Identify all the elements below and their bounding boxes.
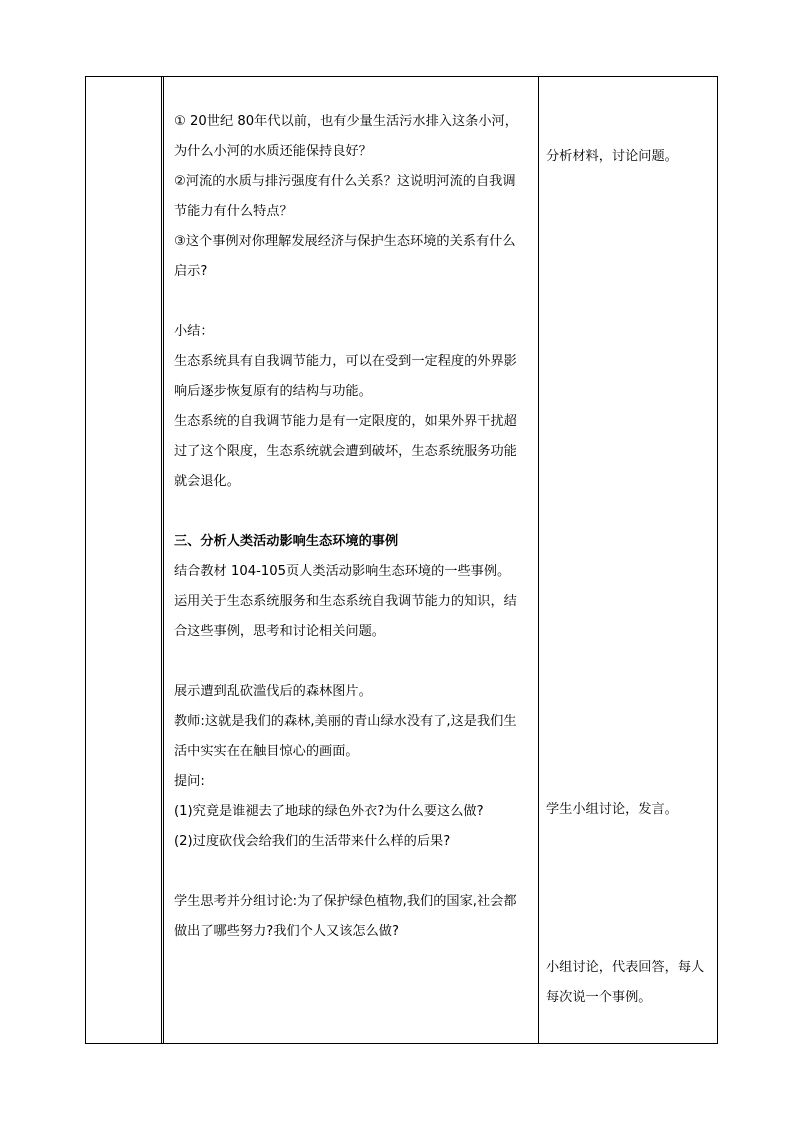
question-1-line: 为什么小河的水质还能保持良好？ <box>174 144 372 159</box>
column-divider <box>161 77 162 1043</box>
ask-label: 提问: <box>174 774 205 789</box>
question-2-line: 节能力有什么特点？ <box>174 204 293 219</box>
question-3-line: ③这个事例对你理解发展经济与保护生态环境的关系有什么 <box>174 234 516 249</box>
column-divider <box>538 77 539 1043</box>
column-divider <box>163 77 164 1043</box>
summary-text: 生态系统具有自我调节能力，可以在受到一定程度的外界影 <box>174 354 517 369</box>
section-heading: 三、分析人类活动影响生态环境的事例 <box>174 534 399 549</box>
paragraph: 活中实实在在触目惊心的画面。 <box>174 744 359 759</box>
question-2-line: ②河流的水质与排污强度有什么关系？这说明河流的自我调 <box>174 174 516 189</box>
paragraph: 学生思考并分组讨论:为了保护绿色植物,我们的国家,社会都 <box>174 894 517 909</box>
summary-text: 过了这个限度，生态系统就会遭到破坏，生态系统服务功能 <box>174 444 517 459</box>
paragraph: 运用关于生态系统服务和生态系统自我调节能力的知识，结 <box>174 594 517 609</box>
question-3-line: 启示? <box>174 264 208 279</box>
lesson-table <box>85 76 718 1044</box>
paragraph: 做出了哪些努力?我们个人又该怎么做? <box>174 924 399 939</box>
ask-question: (1)究竟是谁褪去了地球的绿色外衣?为什么要这么做? <box>174 804 484 819</box>
summary-text: 就会退化。 <box>174 474 240 489</box>
summary-label: 小结： <box>174 324 214 339</box>
student-activity: 每次说一个事例。 <box>546 990 652 1005</box>
teacher-activity-cell <box>174 107 534 947</box>
paragraph: 合这些事例，思考和讨论相关问题。 <box>174 624 385 639</box>
paragraph: 教师:这就是我们的森林,美丽的青山绿水没有了,这是我们生 <box>174 714 517 729</box>
ask-question: (2)过度砍伐会给我们的生活带来什么样的后果? <box>174 834 451 849</box>
student-activity: 分析材料，讨论问题。 <box>546 149 678 164</box>
summary-text: 生态系统的自我调节能力是有一定限度的，如果外界干扰超 <box>174 414 517 429</box>
student-activity: 学生小组讨论，发言。 <box>546 802 678 817</box>
paragraph: 展示遭到乱砍滥伐后的森林图片。 <box>174 684 372 699</box>
student-activity: 小组讨论，代表回答，每人 <box>546 960 705 975</box>
question-1-line: ① 20世纪 80年代以前，也有少量生活污水排入这条小河， <box>174 114 518 129</box>
paragraph: 结合教材 104-105页人类活动影响生态环境的一些事例。 <box>174 564 511 579</box>
summary-text: 响后逐步恢复原有的结构与功能。 <box>174 384 372 399</box>
